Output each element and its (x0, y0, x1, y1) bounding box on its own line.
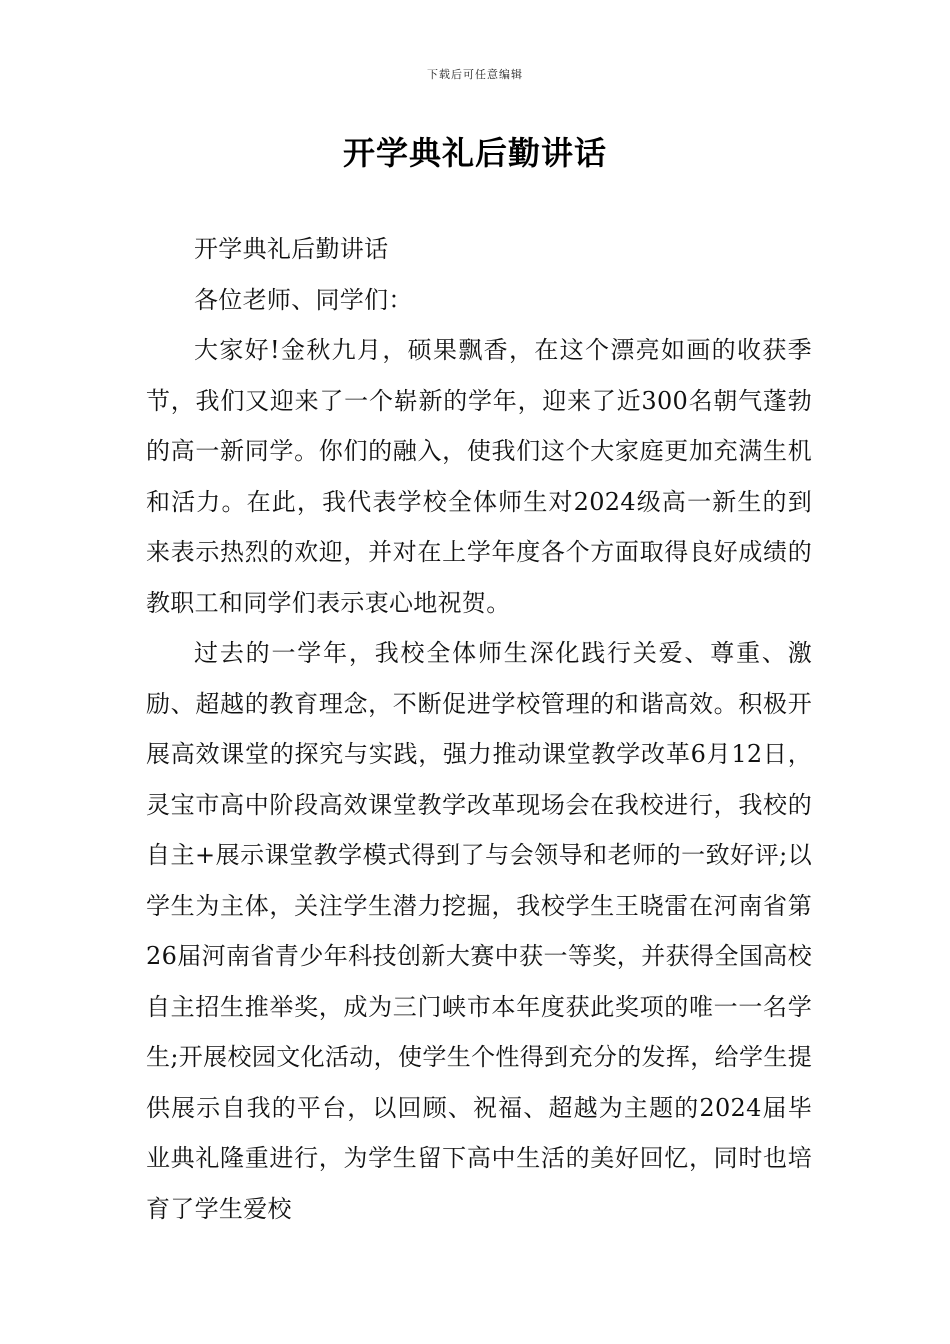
document-title: 开学典礼后勤讲话 (342, 134, 607, 172)
header-note: 下载后可任意编辑 (427, 68, 523, 81)
paragraph-subtitle: 开学典礼后勤讲话 (194, 235, 389, 263)
paragraph-salutation: 各位老师、同学们： (194, 285, 413, 314)
paragraph-greeting: 大家好!金秋九月，硕果飘香，在这个漂亮如画的收获季节，我们又迎来了一个崭新的学年，迎来了近300名朝气蓬勃的高一新同学。你们的融入，使我们这个大家庭更加充满生机和活力。在此，我代表学校全体师生对2024级高一新生的到来表示热烈的欢迎，并对在上学年度各个方面取得良好成绩的教职工和同学们表示衷心地祝贺。 (146, 336, 812, 617)
document-body (146, 224, 812, 1234)
paragraph-review: 过去的一学年，我校全体师生深化践行关爱、尊重、激励、超越的教育理念，不断促进学校管理的和谐高效。积极开展高效课堂的探究与实践，强力推动课堂教学改革6月12日，灵宝市高中阶段高效课堂教学改革现场会在我校进行，我校的自主+展示课堂教学模式得到了与会领导和老师的一致好评;以学生为主体，关注学生潜力挖掘，我校学生王晓雷在河南省第26届河南省青少年科技创新大赛中获一等奖，并获得全国高校自主招生推举奖，成为三门峡市本年度获此奖项的唯一一名学生;开展校园文化活动，使学生个性得到充分的发挥，给学生提供展示自我的平台，以回顾、祝福、超越为主题的2024届毕业典礼隆重进行，为学生留下高中生活的美好回忆，同时也培育了学生爱校 (146, 639, 812, 1223)
